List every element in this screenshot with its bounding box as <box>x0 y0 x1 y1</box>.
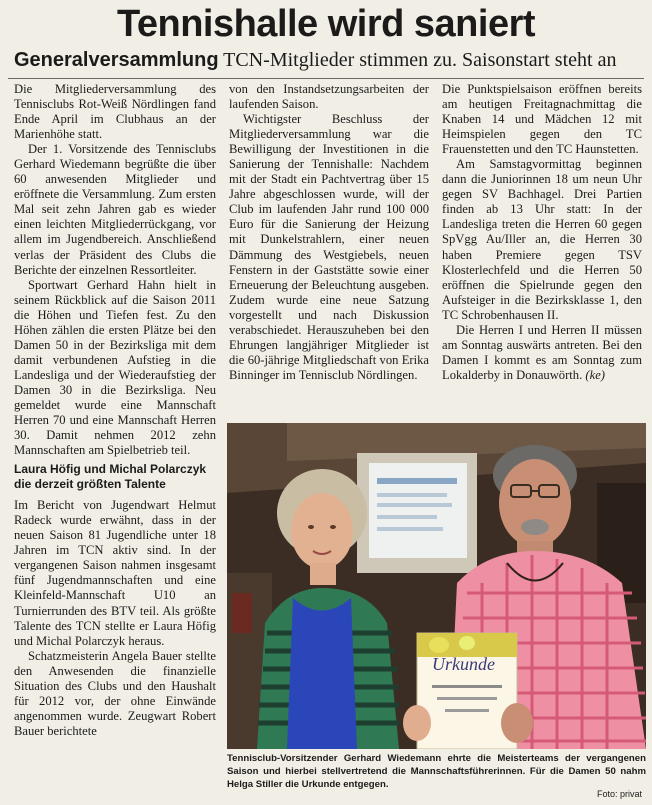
paragraph: Die Punktspielsaison eröffnen bereits am heutigen Freitagnachmittag die Knaben 14 und Mädchen 12 mit Heimspielen gegen den TC Frauenstetten und den TC Haunstetten. <box>442 82 642 157</box>
author-signature: (ke) <box>585 367 605 382</box>
article-column-2 <box>229 82 429 383</box>
photo-illustration <box>227 423 646 749</box>
woman-face <box>291 493 353 569</box>
headline-divider <box>8 78 644 79</box>
paragraph: Im Bericht von Jugendwart Helmut Radeck wurde erwähnt, dass in der neuen Saison 81 Jugendliche unter 18 Jahren im TCN aktiv sind. In der vergangenen Saison nahmen insgesamt fünf Jugendmannschaften und eine Kleinfeld-Mannschaft U10 an Turnierrunden des BTV teil. Als größte Talente des TCN stellte er Laura Höfig und Michal Polarczyk heraus. <box>14 498 216 648</box>
photo-caption <box>227 752 646 791</box>
paragraph <box>442 323 642 383</box>
section-subtitle: Laura Höfig und Michal Polarczyk die derzeit größten Talente <box>14 462 207 492</box>
paragraph: von den Instandsetzungsarbeiten der laufenden Saison. <box>229 82 429 112</box>
paragraph: Am Samstagvormittag beginnen dann die Juniorinnen 18 um neun Uhr gegen SV Bachhagel. Drei Partien finden ab 13 Uhr statt: In der Landesliga treten die Herren 60 gegen SpVgg Au/Iller an, die Herren 30 haben Premiere gegen TSV Klosterlechfeld und die Herren 50 eröffnen die Spielrunde gegen den Aufsteiger in die Bezirksklasse 1, den TC Schrobenhausen II. <box>442 157 642 322</box>
certificate <box>417 633 517 749</box>
paragraph: Sportwart Gerhard Hahn hielt in seinem Rückblick auf die Saison 2011 die Höhen und Tiefen fest. Zu den Höhen zählen die ersten Plätze bei den Damen 50 in der Bezirksliga mit dem damit verbundenen Aufstieg in die Landesliga und der Wiederaufstieg der Damen 30 in die Bezirksliga. Neu gemeldet wurde eine Mannschaft Herren 70 und eine Mannschaft Herren 30. Damit nehmen 2012 zehn Mannschaften am Spielbetrieb teil. <box>14 277 216 458</box>
certificate-title: Urkunde <box>432 654 495 674</box>
article-column-3 <box>442 82 642 383</box>
subhead-lead: Generalversammlung <box>14 49 219 71</box>
article-column-1 <box>14 82 216 739</box>
paragraph: Der 1. Vorsitzende des Tennisclubs Gerhard Wiedemann begrüßte die über 60 anwesenden Mitglieder und eröffnete die Versammlung. Zum ersten Mal seit zehn Jahren gab es wieder einen leichten Mitgliederrückgang, vor allem im Jugendbereich. Anschließend verlas der Präsident des Clubs die Berichte der einzelnen Ressortleiter. <box>14 142 216 277</box>
article-headline: Tennishalle wird saniert <box>116 3 536 45</box>
paragraph: Die Mitgliederversammlung des Tennisclubs Rot-Weiß Nördlingen fand Ende April im Clubhaus an der Marienhöhe statt. <box>14 82 216 142</box>
photo-credit: Foto: privat <box>596 789 642 799</box>
caption-text: Tennisclub-Vorsitzender Gerhard Wiedemann ehrte die Meisterteams der vergangenen Saison und hierbei stellvertretend die Mannschaftsführerinnen. Für die Damen 50 nahm Helga Stiller die Urkunde entgegen. <box>227 753 646 790</box>
article-photo <box>227 423 646 749</box>
paragraph: Schatzmeisterin Angela Bauer stellte den Anwesenden die finanzielle Situation des Clubs und den Haushalt für 2012 vor, der ohne Einwände angenommen wurde. Zeugwart Robert Bauer berichtete <box>14 648 216 738</box>
woman-top <box>287 598 357 749</box>
subhead-rest: TCN-Mitglieder stimmen zu. Saisonstart steht an <box>218 49 617 71</box>
paragraph: Wichtigster Beschluss der Mitgliederversammlung war die Bewilligung der Investitionen in die Sanierung der Tennishalle: Nachdem mit der Stadt ein Pachtvertrag über 15 Jahre abgeschlossen wurde, will der Club im laufenden Jahr rund 100 000 Euro für die Sanierung der Heizung mit Dunkelstrahlern, einer neuen Dämmung des Westgiebels, neuen Fenstern in der Gaststätte sowie einer Erneuerung der Beleuchtung ausgeben. Zudem wurde eine neue Satzung vorgestellt und nach Diskussion verabschiedet. Herauszuheben bei den Ehrungen langjähriger Mitglieder ist die 60-jährige Mitgliedschaft von Erika Binninger im Tennisclub Nördlingen. <box>229 112 429 382</box>
paragraph-text: Die Herren I und Herren II müssen am Sonntag auswärts antreten. Bei den Damen I kommt es am Sonntag zum Lokalderby in Donauwörth. <box>442 322 642 382</box>
article-subhead <box>14 48 644 72</box>
